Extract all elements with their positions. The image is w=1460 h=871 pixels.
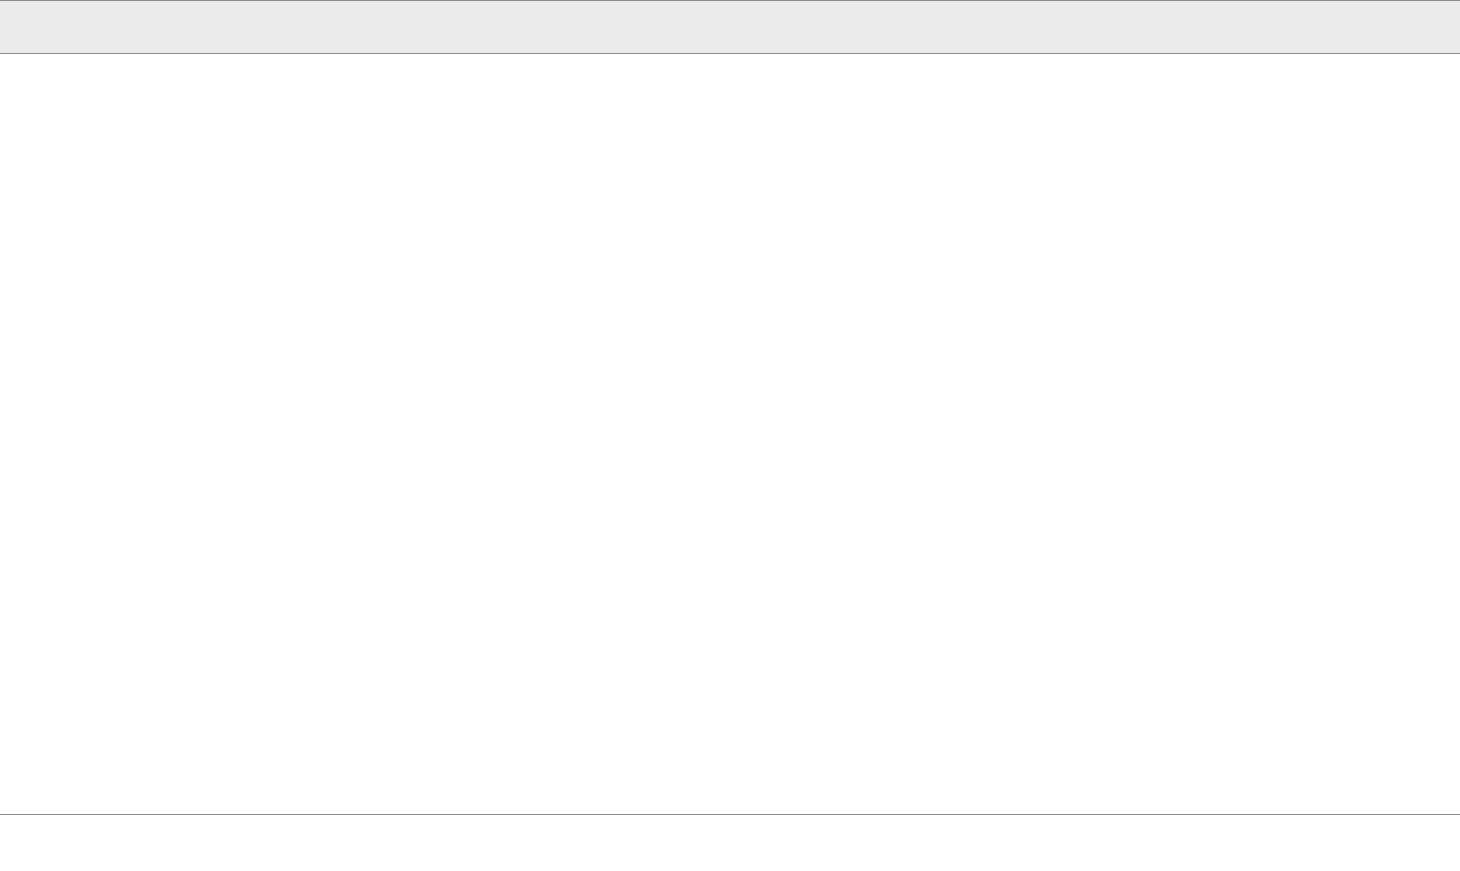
table-bottom-rule bbox=[0, 814, 1460, 815]
table-header bbox=[0, 0, 1460, 54]
